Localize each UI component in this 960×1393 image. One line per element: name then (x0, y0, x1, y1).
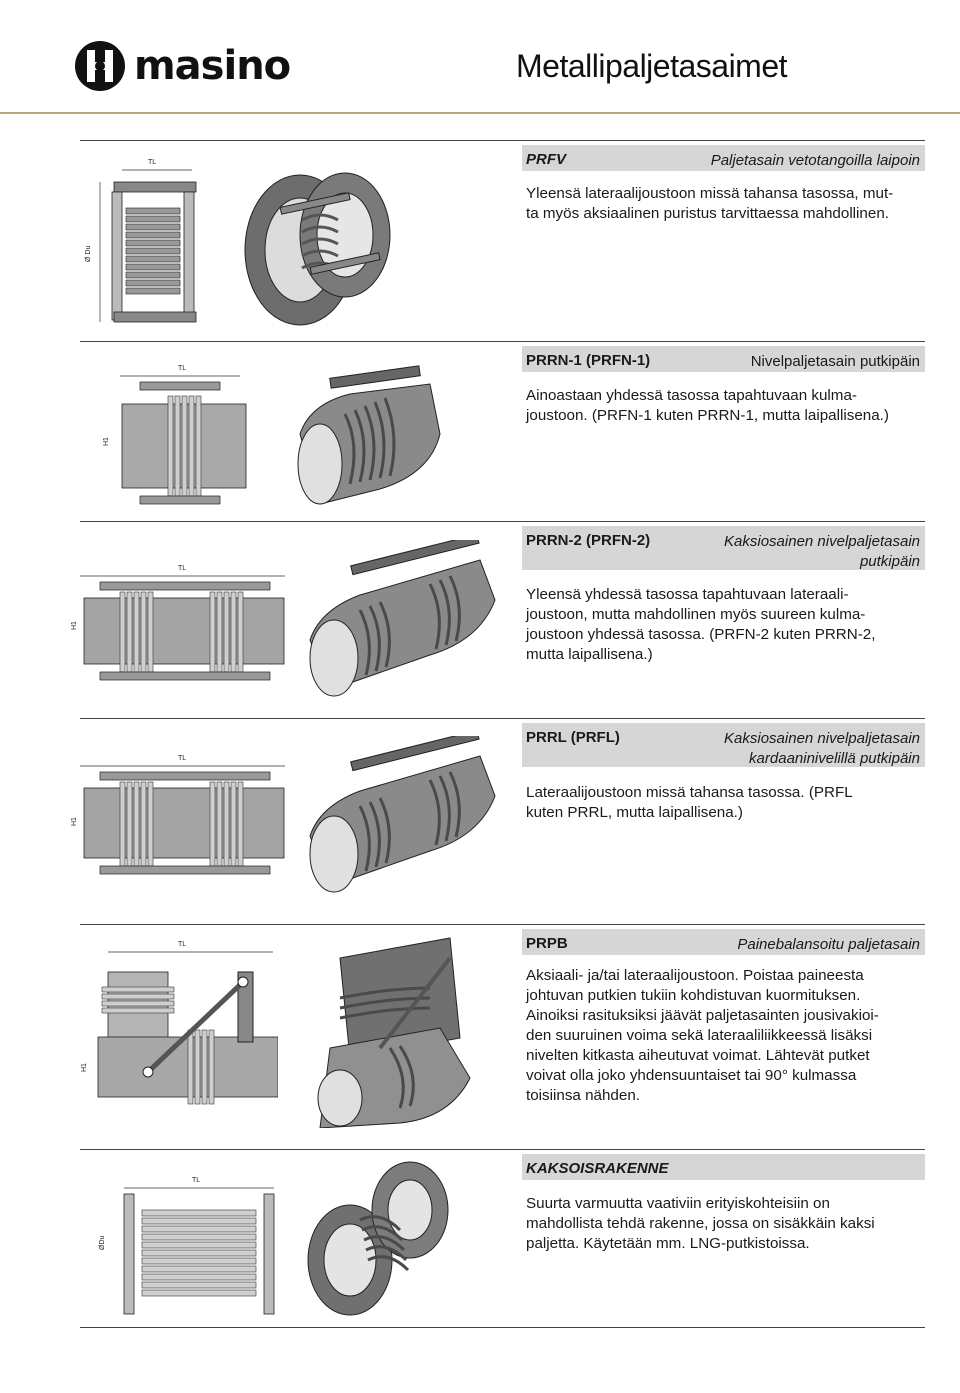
description-line-2: putkipäin (859, 553, 920, 570)
product-description: Paljetasain vetotangoilla laipoin (710, 152, 920, 169)
product-description: Nivelpaljetasain putkipäin (750, 353, 920, 370)
section-header-prrn-2 (522, 526, 925, 570)
description-line-1: Kaksiosainen nivelpaljetasain (724, 730, 920, 747)
product-description (724, 532, 920, 572)
section-header-prrl (522, 723, 925, 767)
dimension-tl-label: TL (178, 755, 187, 762)
section-body: Yleensä lateraalijoustoon missä tahansa tasossa, mut- ta myös aksiaalinen puristus tarvittaessa mahdollinen. (526, 185, 894, 222)
section-rule (80, 718, 925, 719)
dimension-du-label: Ø Du (85, 245, 92, 262)
dimension-h1-label: H1 (81, 1063, 88, 1072)
prrn-1-drawing (100, 362, 250, 512)
prfv-drawing (82, 152, 222, 332)
product-code: PRRN-2 (PRFN-2) (526, 532, 651, 549)
dimension-tl-label: TL (178, 565, 187, 572)
section-header-prrn-1 (522, 346, 925, 372)
dimension-h1-label: H1 (71, 621, 78, 630)
product-code: KAKSOISRAKENNE (526, 1160, 669, 1177)
dimension-du-label: ØDu (99, 1235, 106, 1250)
section-rule (80, 140, 925, 141)
kaksoisrakenne-render (300, 1160, 460, 1320)
dimension-tl-label: TL (148, 159, 157, 166)
section-rule (80, 1327, 925, 1328)
section-body: Ainoastaan yhdessä tasossa tapahtuvaan kulma- joustoon. (PRFN-1 kuten PRRN-1, mutta laipallisena.) (526, 387, 889, 424)
page-title: Metallipaljetasaimet (516, 48, 788, 84)
kaksoisrakenne-drawing (94, 1170, 284, 1320)
product-description: Painebalansoitu paljetasain (737, 936, 920, 953)
section-rule (80, 924, 925, 925)
prrn-2-render (300, 540, 500, 700)
product-code: PRPB (526, 935, 568, 952)
dimension-tl-label: TL (178, 941, 187, 948)
prrl-drawing (70, 746, 290, 886)
product-code: PRRL (PRFL) (526, 729, 620, 746)
prpb-drawing (78, 932, 278, 1132)
product-code: PRFV (526, 151, 567, 168)
prfv-render (240, 160, 400, 330)
prrl-render (300, 736, 500, 896)
prpb-render (300, 928, 490, 1128)
prrn-1-render (290, 364, 450, 514)
section-body: Aksiaali- ja/tai lateraalijoustoon. Poistaa paineesta johtuvan putkien tukiin kohdistuvan kuormituksen. Ainoiksi rasituksiksi jäävät paljetasainten jousivakioi- den suuruinen voima sekä lateraaliliikkeessä lisäksi nivelten kitkasta aiheutuvat voimat. Lähtevät putket voivat olla joko yhdensuuntaiset tai 90° kulmassa toisiinsa nähden. (526, 967, 879, 1104)
section-rule (80, 1149, 925, 1150)
product-code: PRRN-1 (PRFN-1) (526, 352, 651, 369)
section-header-prpb (522, 929, 925, 955)
logo-mark-icon (74, 40, 126, 92)
section-body: Suurta varmuutta vaativiin erityiskohteisiin on mahdollista tehdä rakenne, jossa on sisäkkäin kaksi paljetta. Käytetään mm. LNG-putkistoissa. (526, 1195, 875, 1252)
description-line-2: kardaaninivelillä putkipäin (749, 750, 920, 767)
dimension-tl-label: TL (192, 1177, 201, 1184)
logo-text: masino (134, 43, 291, 89)
section-rule (80, 521, 925, 522)
header-divider (0, 112, 960, 114)
description-line-1: Kaksiosainen nivelpaljetasain (724, 533, 920, 550)
prrn-2-drawing (70, 556, 290, 706)
section-rule (80, 341, 925, 342)
dimension-tl-label: TL (178, 365, 187, 372)
section-body: Lateraalijoustoon missä tahansa tasossa. (PRFL kuten PRRL, mutta laipallisena.) (526, 784, 853, 821)
dimension-h1-label: H1 (103, 437, 110, 446)
masino-logo (74, 40, 290, 92)
product-description (724, 729, 920, 769)
dimension-h1-label: H1 (71, 817, 78, 826)
section-header-prfv (522, 145, 925, 171)
section-body: Yleensä yhdessä tasossa tapahtuvaan lateraali- joustoon, mutta mahdollinen myös suureen kulma- joustoon yhdessä tasossa. (PRFN-2 kuten PRRN-2, mutta laipallisena.) (526, 586, 876, 663)
section-header-kaksoisrakenne (522, 1154, 925, 1180)
